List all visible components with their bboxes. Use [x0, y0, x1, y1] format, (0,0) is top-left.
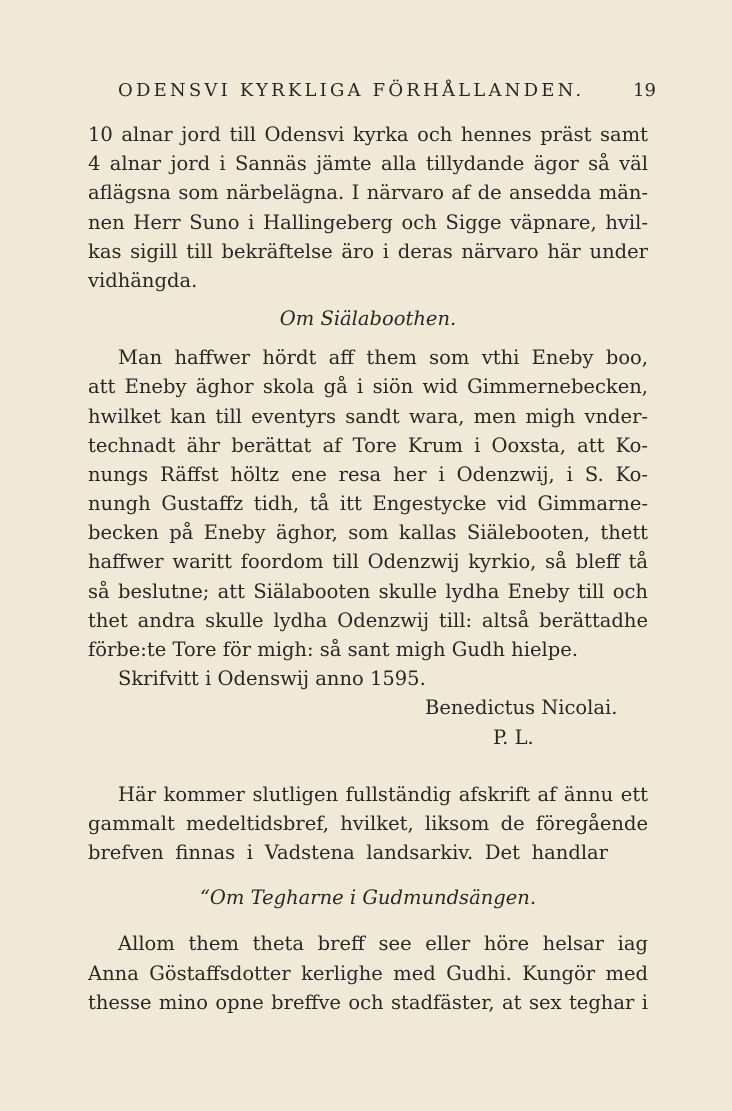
text-line: hwilket kan till eventyrs sandt wara, men migh vnder-: [88, 404, 648, 428]
text-line: 4 alnar jord i Sannäs jämte alla tillydande ägor så väl: [88, 152, 648, 176]
text-line: gammalt medeltidsbref, hvilket, liksom de föregående: [88, 811, 648, 835]
text-line: nen Herr Suno i Hallingeberg och Sigge väpnare, hvil-: [88, 210, 648, 234]
written-line: Skrifvitt i Odenswij anno 1595.: [118, 667, 426, 691]
text-line: aflägsna som närbelägna. I närvaro af de ansedda män-: [88, 181, 648, 205]
text-line: nungs Räffst höltz ene resa her i Odenzwij, i S. Ko-: [88, 462, 648, 486]
text-line: thesse mino opne breffve och stadfäster, at sex teghar i: [88, 990, 648, 1014]
running-title: ODENSVI KYRKLIGA FÖRHÅLLANDEN.: [118, 80, 585, 101]
section-heading: “Om Tegharne i Gudmundsängen.: [199, 886, 537, 910]
text-line: Man haffwer hördt aff them som vthi Eneby boo,: [118, 346, 648, 370]
page-number: 19: [633, 80, 656, 101]
text-line: vidhängda.: [88, 268, 198, 292]
text-line: thet andra skulle lydha Odenzwij till: altså berättadhe: [88, 608, 648, 632]
text-line: 10 alnar jord till Odensvi kyrka och hennes präst samt: [88, 123, 648, 146]
text-line: technadt ähr berättat af Tore Krum i Ooxsta, att Ko-: [88, 433, 648, 457]
running-header: [118, 80, 658, 101]
text-line: brefven finnas i Vadstena landsarkiv. Det handlar: [88, 841, 608, 865]
section-heading: Om Siälaboothen.: [279, 307, 457, 331]
text-line: haffwer waritt foordom till Odenzwij kyrkio, så bleff tå: [88, 550, 648, 574]
signature-name: Benedictus Nicolai.: [425, 696, 618, 720]
text-line: kas sigill till bekräftelse äro i deras närvaro här under: [88, 239, 648, 263]
paragraph-3: [88, 780, 648, 868]
paragraph-4: [88, 929, 648, 1017]
text-line: så beslutne; att Siälabooten skulle lydha Eneby till och: [88, 579, 648, 603]
page-body: [88, 120, 648, 1017]
text-line: nungh Gustaffz tidh, tå itt Engestycke vid Gimmarne-: [88, 492, 648, 516]
paragraph-1: [88, 120, 648, 295]
text-line: Här kommer slutligen fullständig afskrift af ännu ett: [118, 782, 648, 806]
text-line: att Eneby äghor skola gå i siön wid Gimmernebecken,: [88, 375, 648, 399]
text-line: becken på Eneby äghor, som kallas Siälebooten, thett: [88, 521, 648, 545]
text-line: Allom them theta breff see eller höre helsar iag: [118, 932, 648, 956]
text-line: förbe:te Tore för migh: så sant migh Gudh hielpe.: [88, 638, 578, 661]
signature-initials: P. L.: [493, 725, 534, 749]
paragraph-2: [88, 343, 648, 752]
text-line: Anna Göstaffsdotter kerlighe med Gudhi. Kungör med: [88, 961, 648, 985]
